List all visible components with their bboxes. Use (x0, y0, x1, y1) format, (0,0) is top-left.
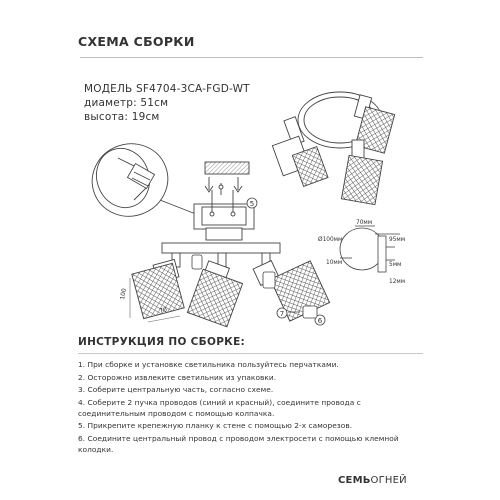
instructions-title: ИНСТРУКЦИЯ ПО СБОРКЕ: (78, 336, 246, 348)
front-shade-left (132, 259, 184, 318)
brand-logo (338, 475, 407, 486)
instruction-step: 3. Соберите центральную часть, согласно схеме. (78, 385, 274, 394)
model-label: МОДЕЛЬ SF4704-3CA-FGD-WT (84, 83, 250, 95)
fixture-bar (162, 243, 280, 267)
dim-w95: 95мм (389, 237, 406, 243)
instruction-step: 6. Соедините центральный провод с проводом электросети с помощью клемной колодки. (78, 433, 399, 454)
instruction-step: 1. При сборке и установке светильника пользуйтесь перчатками. (78, 360, 339, 369)
front-shade-center (187, 261, 242, 327)
instruction-step: 4. Соберите 2 пучка проводов (синий и красный), соедините провода с соединительным проводом с помощью колпачка. (78, 397, 361, 418)
callout-5-label: 5 (249, 200, 255, 208)
shade-width-label: 70 (158, 306, 168, 315)
top-view-fixture (272, 92, 394, 205)
height-label: высота: 19см (84, 111, 160, 123)
instruction-step: 2. Осторожно извлеките светильник из упаковки. (78, 372, 277, 382)
brand-part2: ОГНЕЙ (370, 475, 407, 486)
dim-d100: Ø100мм (318, 237, 343, 243)
diameter-label: диаметр: 51см (84, 97, 169, 109)
top-spot-left (272, 117, 328, 187)
instructions-list (78, 359, 428, 456)
brand-part1: СЕМЬ (338, 475, 371, 486)
dim-w70: 70мм (356, 220, 373, 226)
wiring-detail (82, 133, 206, 227)
callout-6-label: 6 (317, 317, 323, 325)
page-title: СХЕМА СБОРКИ (78, 34, 195, 49)
shade-height-label: 100 (119, 287, 128, 301)
canopy (194, 190, 254, 240)
callout-7-label: 7 (279, 310, 285, 318)
dim-h10: 10мм (326, 260, 343, 266)
dim-h12: 12мм (389, 279, 406, 285)
instruction-step: 5. Прикрепите крепежную планку к стене с помощью 2-х саморезов. (78, 421, 353, 430)
instructions-divider (78, 353, 423, 354)
dim-h5: 5мм (389, 262, 402, 268)
